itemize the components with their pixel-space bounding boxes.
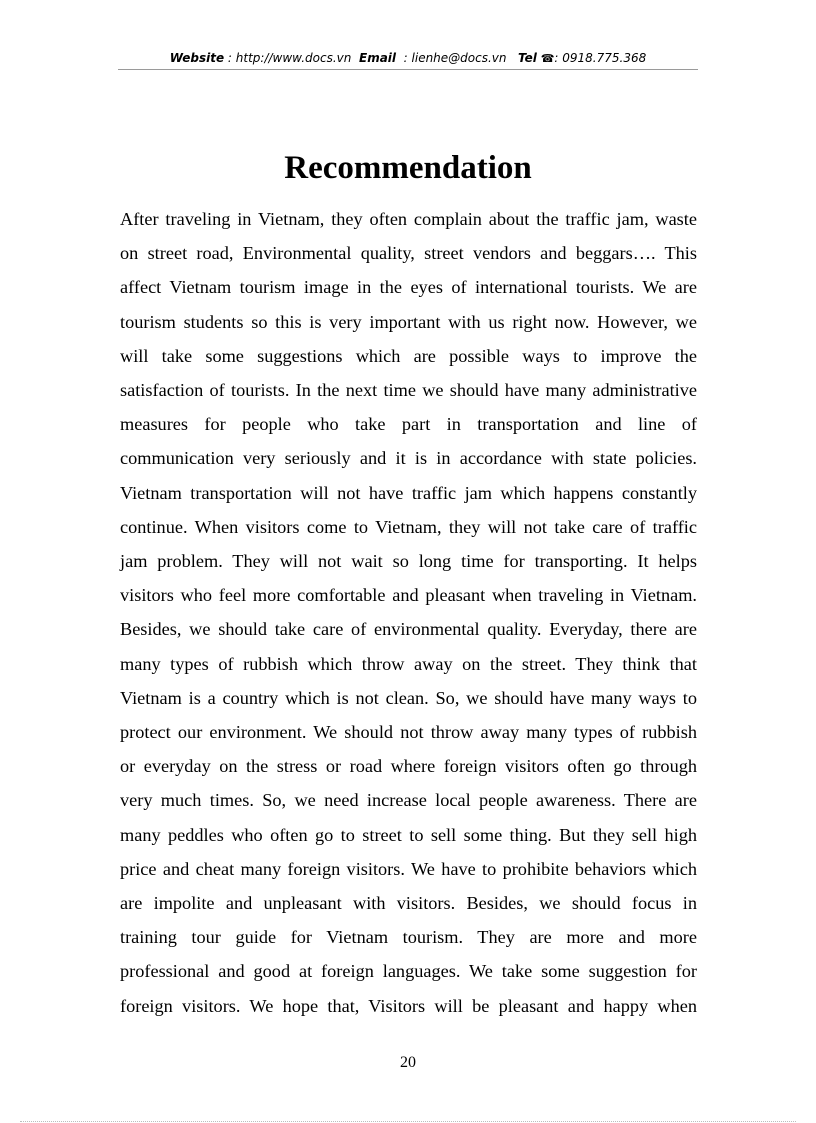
body-paragraph [120,202,697,1023]
page-header [118,51,698,65]
page-title: Recommendation [284,150,532,186]
text-line: jam problem. They will not wait so long time for transporting. It helps [120,551,697,572]
text-line: training tour guide for Vietnam tourism. They are more and more [120,927,697,948]
text-line: measures for people who take part in transportation and line of [120,414,697,435]
text-line: are impolite and unpleasant with visitors. Besides, we should focus in [120,893,697,914]
page-number: 20 [400,1054,416,1071]
tel-number: : 0918.775.368 [554,51,647,65]
text-line: many peddles who often go to street to sell some thing. But they sell high [120,824,697,845]
text-line: on street road, Environmental quality, street vendors and beggars…. This [120,243,697,264]
text-line: very much times. So, we need increase local people awareness. There are [120,790,697,811]
text-line: Vietnam transportation will not have traffic jam which happens constantly [120,482,697,503]
text-line: foreign visitors. We hope that, Visitors will be pleasant and happy when [120,995,697,1016]
text-line: will take some suggestions which are possible ways to improve the [120,345,697,366]
text-line: Vietnam is a country which is not clean. So, we should have many ways to [120,687,697,708]
email-label: Email [359,51,397,65]
telephone-icon: ☎ [540,52,555,65]
text-line: many types of rubbish which throw away on the street. They think that [120,653,697,674]
text-line: professional and good at foreign languages. We take some suggestion for [120,961,697,982]
page-bottom-border [20,1121,796,1122]
text-line: continue. When visitors come to Vietnam, they will not take care of traffic [120,516,697,537]
header-divider [118,69,698,70]
text-line: price and cheat many foreign visitors. We have to prohibite behaviors which [120,858,697,879]
text-line: protect our environment. We should not throw away many types of rubbish [120,722,697,743]
text-line: After traveling in Vietnam, they often complain about the traffic jam, waste [120,209,697,229]
text-line: tourism students so this is very important with us right now. However, we [120,311,697,332]
website-url: : http://www.docs.vn [227,51,352,65]
text-line: affect Vietnam tourism image in the eyes of international tourists. We are [120,277,697,298]
text-line: satisfaction of tourists. In the next time we should have many administrative [120,380,697,401]
website-label: Website [169,51,225,65]
text-line: visitors who feel more comfortable and pleasant when traveling in Vietnam. [120,585,697,606]
tel-label: Tel [517,51,537,65]
text-line: communication very seriously and it is in accordance with state policies. [120,448,697,469]
text-line: or everyday on the stress or road where foreign visitors often go through [120,756,697,777]
email-address: : lienhe@docs.vn [403,51,507,65]
text-line: Besides, we should take care of environmental quality. Everyday, there are [120,619,697,640]
